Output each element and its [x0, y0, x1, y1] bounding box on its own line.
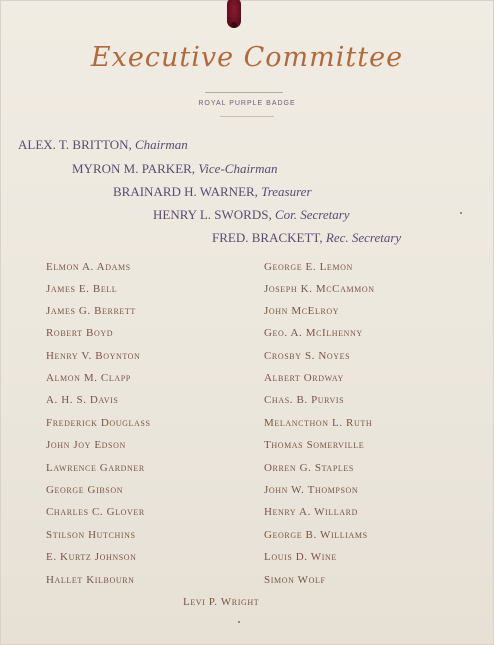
member-name: Charles C. Glover: [46, 506, 145, 518]
member-name: John Joy Edson: [46, 439, 126, 451]
member-name: Hallet Kilbourn: [46, 574, 135, 586]
page-title: Executive Committee: [90, 42, 404, 73]
member-name: Crosby S. Noyes: [264, 350, 351, 362]
officer-rec-secretary: [212, 230, 401, 246]
officer-name: HENRY L. SWORDS,: [153, 207, 272, 222]
officer-title: Chairman: [135, 137, 188, 152]
officer-title: Vice-Chairman: [198, 161, 278, 176]
member-name: James G. Berrett: [46, 305, 136, 317]
member-name: Elmon A. Adams: [46, 261, 131, 273]
subtitle-divider: [220, 116, 274, 117]
member-name: George E. Lemon: [264, 261, 353, 273]
officer-title: Cor. Secretary: [274, 207, 350, 222]
member-name: A. H. S. Davis: [46, 394, 119, 406]
member-name: Stilson Hutchins: [46, 529, 136, 541]
decorative-dot: [460, 212, 462, 214]
member-name: Almon M. Clapp: [46, 372, 131, 384]
member-name: Thomas Somerville: [264, 439, 365, 451]
officer-title: Treasurer: [261, 184, 312, 199]
decorative-dot: [238, 621, 240, 623]
officer-name: ALEX. T. BRITTON,: [18, 137, 132, 152]
member-name: Simon Wolf: [264, 574, 326, 586]
officer-treasurer: [113, 184, 312, 200]
member-name: Orren G. Staples: [264, 462, 354, 474]
member-name: John McElroy: [264, 305, 340, 317]
officer-chairman: [18, 137, 188, 153]
member-name: Henry V. Boynton: [46, 350, 141, 362]
officer-title: Rec. Secretary: [325, 230, 402, 245]
officer-cor-secretary: [153, 207, 350, 223]
member-name: Frederick Douglass: [46, 417, 151, 429]
member-name: Lawrence Gardner: [46, 462, 145, 474]
member-name: Albert Ordway: [264, 372, 344, 384]
badge-subtitle: ROYAL PURPLE BADGE: [198, 100, 296, 107]
title-divider: [205, 92, 283, 93]
member-name: E. Kurtz Johnson: [46, 551, 137, 563]
member-name: John W. Thompson: [264, 484, 359, 496]
member-name: George B. Williams: [264, 529, 368, 541]
member-name: Geo. A. McIlhenny: [264, 327, 363, 339]
officer-name: FRED. BRACKETT,: [212, 230, 323, 245]
member-name: George Gibson: [46, 484, 124, 496]
member-name: Robert Boyd: [46, 327, 114, 339]
member-name: Chas. B. Purvis: [264, 394, 345, 406]
member-name: Henry A. Willard: [264, 506, 358, 518]
officer-name: BRAINARD H. WARNER,: [113, 184, 258, 199]
member-name-final: Levi P. Wright: [183, 596, 260, 608]
member-name: Joseph K. McCammon: [264, 283, 375, 295]
ribbon-hole: [231, 22, 237, 28]
officer-vice-chairman: [72, 161, 278, 177]
member-name: Melancthon L. Ruth: [264, 417, 373, 429]
member-name: James E. Bell: [46, 283, 118, 295]
officer-name: MYRON M. PARKER,: [72, 161, 196, 176]
member-name: Louis D. Wine: [264, 551, 337, 563]
